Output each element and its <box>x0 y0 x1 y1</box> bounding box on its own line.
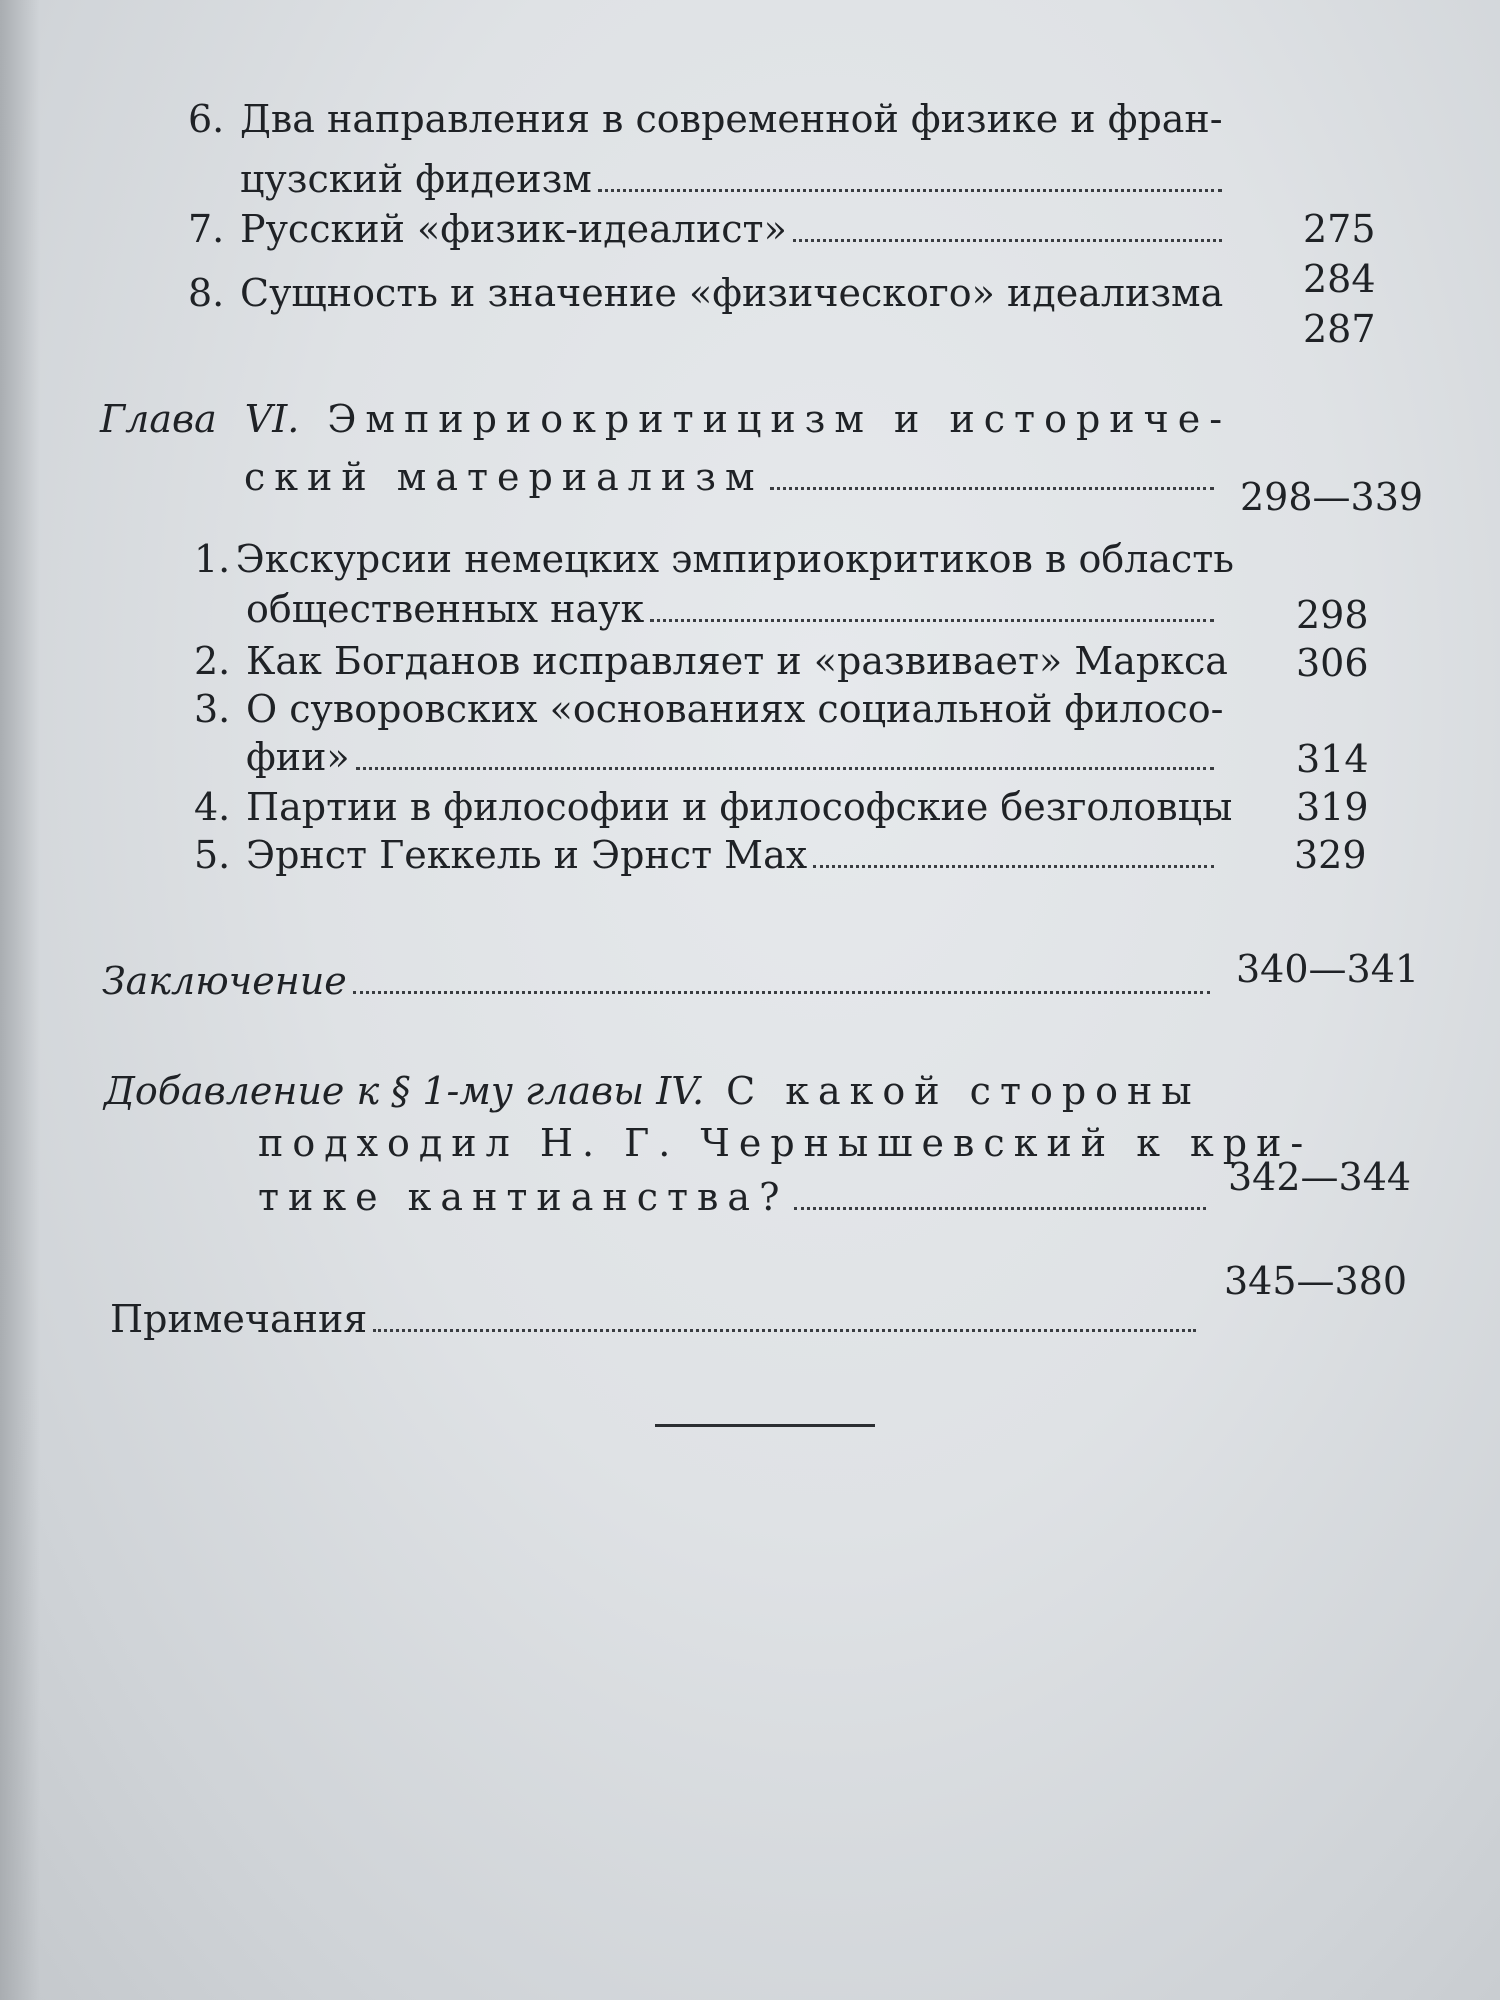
dot-leader <box>598 189 1222 192</box>
toc-supplement-title: С какой стороны <box>726 1069 1201 1113</box>
toc-chapter6-item-1-line2 <box>246 587 1224 631</box>
toc-notes-label: Примечания <box>110 1297 368 1341</box>
toc-item-7 <box>188 207 1232 251</box>
chapter-title: Эмпириокритицизм и историче- <box>327 397 1232 441</box>
chapter-title-continued: ский материализм <box>244 455 764 499</box>
toc-item-title: Партии в философии и философские безголовцы <box>246 785 1233 829</box>
toc-chapter6-item-4 <box>194 785 1234 829</box>
toc-supplement-line2 <box>258 1121 1313 1165</box>
chapter-page-range: 298—339 <box>1240 475 1424 519</box>
toc-page-number: 319 <box>1296 785 1369 829</box>
toc-item-title: Два направления в современной физике и фран- <box>240 97 1223 141</box>
toc-item-title: Русский «физик-идеалист» <box>240 207 787 251</box>
toc-item-title-continued: фии» <box>246 735 350 779</box>
toc-chapter6-item-5 <box>194 833 1224 877</box>
toc-page-number: 329 <box>1294 833 1367 877</box>
toc-item-number: 3. <box>194 687 231 731</box>
toc-page-range: 340—341 <box>1236 947 1420 991</box>
toc-conclusion-label: Заключение <box>102 959 347 1003</box>
chapter-heading-line2 <box>244 455 1224 499</box>
toc-supplement-label: Добавление к § 1-му главы IV. <box>104 1069 705 1113</box>
toc-item-title: Как Богданов исправляет и «развивает» Маркса <box>246 639 1228 683</box>
page-binding-shadow <box>0 0 40 2000</box>
toc-item-title: Экскурсии немецких эмпириокритиков в область <box>235 537 1234 581</box>
toc-page-number: 314 <box>1296 737 1369 781</box>
toc-item-6-line2 <box>240 157 1232 201</box>
toc-item-number: 1. <box>194 537 231 581</box>
toc-page-number: 306 <box>1296 641 1369 685</box>
toc-item-8 <box>188 271 1232 315</box>
toc-item-title-continued: цузский фидеизм <box>240 157 592 201</box>
toc-chapter6-item-2 <box>194 639 1234 683</box>
dot-leader <box>373 1329 1196 1332</box>
toc-chapter6-item-3-line2 <box>246 735 1224 779</box>
toc-item-title: Эрнст Геккель и Эрнст Мах <box>246 833 808 877</box>
toc-item-number: 4. <box>194 785 231 829</box>
toc-supplement-line3 <box>258 1175 1216 1219</box>
dot-leader <box>353 991 1210 994</box>
toc-page-number: 287 <box>1303 307 1376 351</box>
toc-supplement-title-continued: подходил Н. Г. Чернышевский к кри- <box>258 1121 1313 1165</box>
toc-page-number: 275 <box>1303 207 1376 251</box>
toc-item-title-continued: общественных наук <box>246 587 645 631</box>
dot-leader <box>770 487 1214 490</box>
toc-page-number: 298 <box>1296 593 1369 637</box>
toc-conclusion <box>102 959 1220 1003</box>
chapter-heading-line1 <box>100 397 1232 441</box>
toc-item-number: 5. <box>194 833 231 877</box>
dot-leader <box>793 239 1222 242</box>
chapter-label: Глава <box>100 397 217 441</box>
toc-chapter6-item-1-line1 <box>194 537 1234 581</box>
end-divider-rule <box>655 1424 875 1427</box>
toc-notes <box>110 1297 1206 1341</box>
toc-item-number: 8. <box>188 271 225 315</box>
toc-item-number: 2. <box>194 639 231 683</box>
dot-leader <box>813 865 1214 868</box>
toc-page-number: 284 <box>1303 257 1376 301</box>
toc-page-range: 345—380 <box>1224 1259 1408 1303</box>
dot-leader <box>650 619 1214 622</box>
toc-supplement-title-continued: тике кантианства? <box>258 1175 789 1219</box>
dot-leader <box>356 767 1214 770</box>
toc-chapter6-item-3-line1 <box>194 687 1234 731</box>
toc-page-range: 342—344 <box>1228 1155 1412 1199</box>
toc-item-title: Сущность и значение «физического» идеализма <box>240 271 1224 315</box>
chapter-number: VI. <box>244 397 300 441</box>
dot-leader <box>794 1207 1206 1210</box>
toc-item-6-line1 <box>188 97 1238 141</box>
toc-item-title: О суворовских «основаниях социальной филосо- <box>246 687 1224 731</box>
toc-item-number: 7. <box>188 207 225 251</box>
toc-supplement-line1 <box>104 1069 1224 1113</box>
toc-item-number: 6. <box>188 97 225 141</box>
